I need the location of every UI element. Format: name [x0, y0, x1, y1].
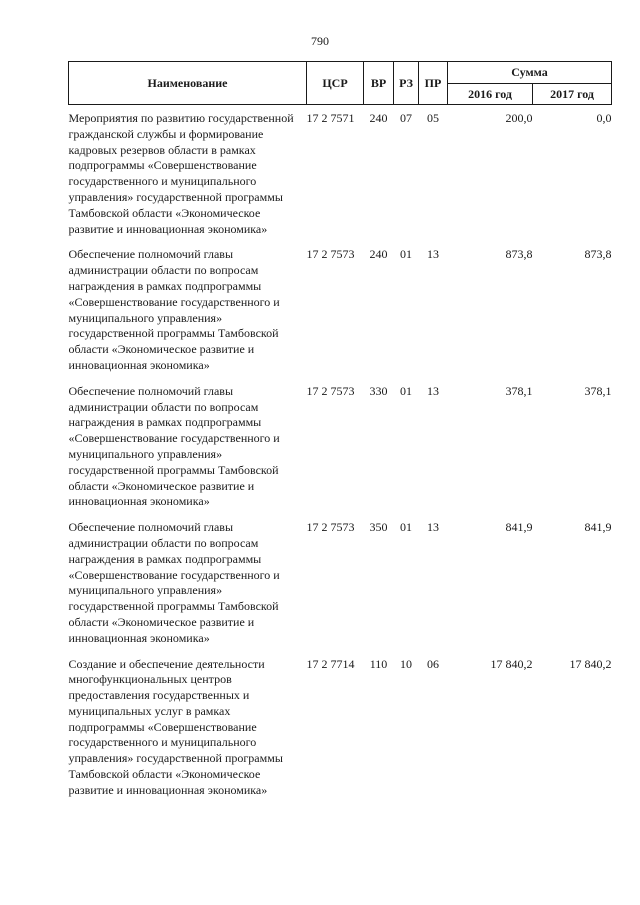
- row-pr: 13: [427, 520, 439, 535]
- row-name: Обеспечение полномочий главы администрации области по вопросам награждения в рамках подпрограммы «Совершенствование государственного и муниципального управления» государственной программы Тамбовской области «Экономическое развитие и инновационная экономика»: [68, 520, 280, 645]
- header-year-2016: 2016 год: [448, 84, 533, 105]
- row-sum-2016: 873,8: [505, 247, 533, 262]
- header-sum: Сумма: [448, 62, 612, 84]
- row-vr: 110: [369, 656, 388, 671]
- row-rz: 07: [400, 111, 412, 125]
- row-csr: 17 2 7714: [306, 656, 355, 671]
- row-rz: 01: [400, 247, 412, 262]
- table-row: [69, 378, 612, 514]
- row-sum-2017: 873,8: [584, 247, 612, 262]
- row-name: Мероприятия по развитию государственной гражданской службы и формирование кадровых резервов области в рамках подпрограммы «Совершенствование государственного и муниципального управления» государственной программы Тамбовской области «Экономическое развитие и инновационная экономика»: [68, 111, 294, 236]
- header-csr: ЦСР: [307, 62, 364, 105]
- budget-table: [68, 61, 612, 803]
- row-name: Обеспечение полномочий главы администрации области по вопросам награждения в рамках подпрограммы «Совершенствование государственного и муниципального управления» государственной программы Тамбовской области «Экономическое развитие и инновационная экономика»: [68, 383, 280, 509]
- row-sum-2017: 378,1: [584, 383, 612, 398]
- row-name: Создание и обеспечение деятельности многофункциональных центров предоставления государственных и муниципальных услуг в рамках подпрограммы «Совершенствование государственного и муниципального управления» государственной программы Тамбовской области «Экономическое развитие и инновационная экономика»: [68, 656, 283, 797]
- row-pr: 05: [427, 111, 439, 125]
- header-rz: РЗ: [394, 62, 419, 105]
- row-vr: 350: [369, 520, 388, 535]
- page-number: 790: [311, 34, 329, 48]
- row-rz: 01: [400, 520, 412, 535]
- row-sum-2016: 378,1: [505, 383, 533, 398]
- table-header: [69, 62, 612, 105]
- row-name: Обеспечение полномочий главы администрации области по вопросам награждения в рамках подпрограммы «Совершенствование государственного и муниципального управления» государственной программы Тамбовской области «Экономическое развитие и инновационная экономика»: [68, 247, 280, 372]
- row-vr: 240: [369, 247, 388, 262]
- row-sum-2017: 0,0: [596, 111, 612, 125]
- table-row: [69, 651, 612, 803]
- table-row: [69, 105, 612, 242]
- row-csr: 17 2 7573: [306, 383, 355, 398]
- row-sum-2016: 17 840,2: [490, 656, 533, 671]
- row-pr: 06: [427, 656, 439, 671]
- row-vr: 240: [369, 111, 388, 125]
- row-csr: 17 2 7573: [306, 520, 355, 535]
- header-year-2017: 2017 год: [533, 84, 612, 105]
- row-pr: 13: [427, 247, 439, 262]
- row-sum-2017: 17 840,2: [569, 656, 612, 671]
- row-pr: 13: [427, 383, 439, 398]
- row-csr: 17 2 7573: [306, 247, 355, 262]
- row-vr: 330: [369, 383, 388, 398]
- row-csr: 17 2 7571: [306, 111, 355, 125]
- header-vr: ВР: [364, 62, 394, 105]
- table-body: [69, 105, 612, 803]
- row-rz: 01: [400, 383, 412, 398]
- row-rz: 10: [400, 656, 412, 671]
- row-sum-2017: 841,9: [584, 520, 612, 535]
- table-row: [69, 514, 612, 650]
- header-name: Наименование: [69, 62, 307, 105]
- header-pr: ПР: [419, 62, 448, 105]
- row-sum-2016: 841,9: [505, 520, 533, 535]
- table-row: [69, 241, 612, 377]
- row-sum-2016: 200,0: [505, 111, 533, 125]
